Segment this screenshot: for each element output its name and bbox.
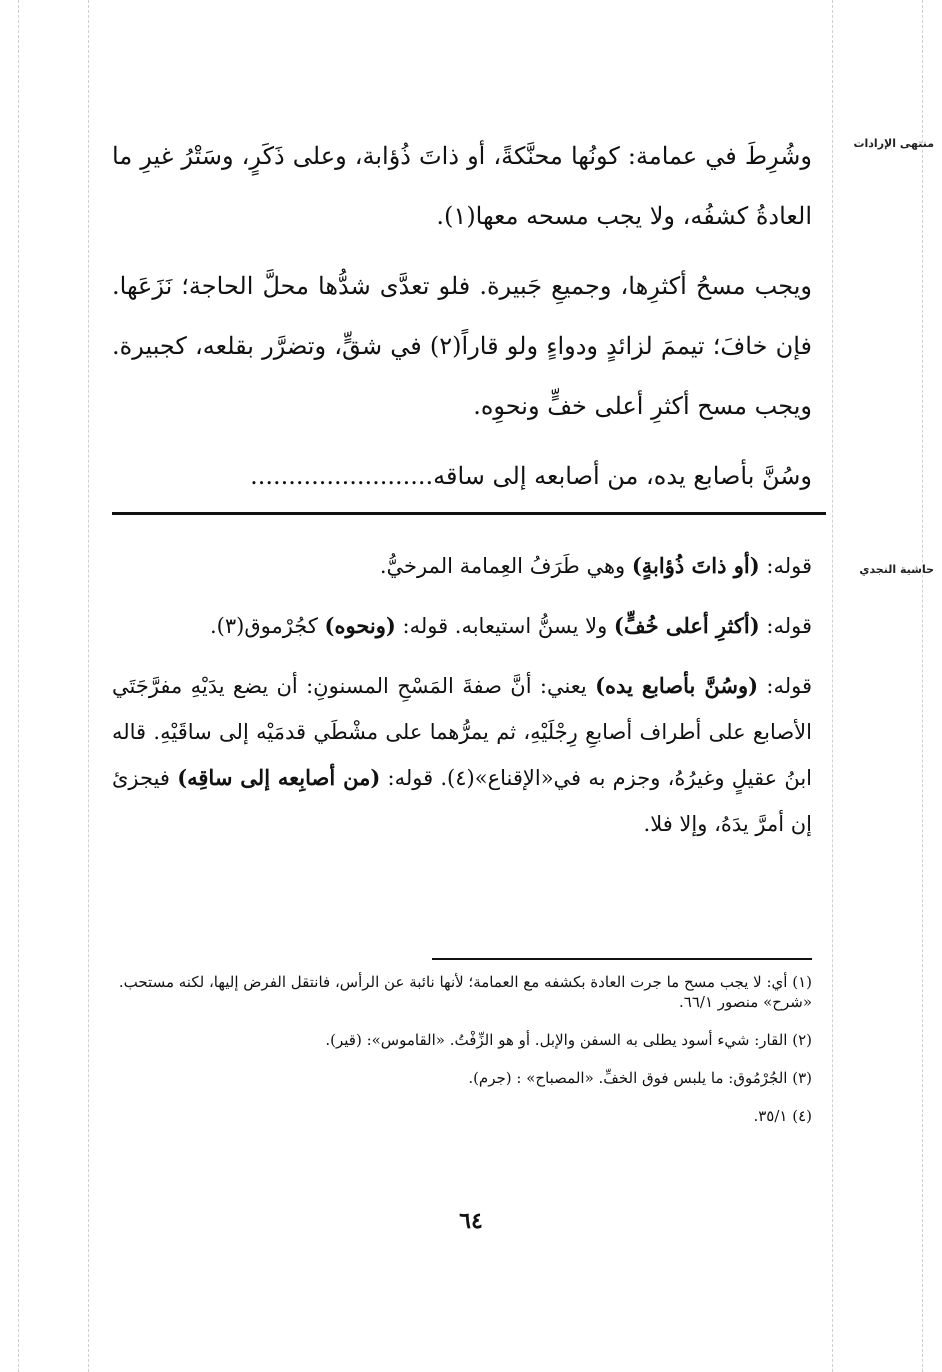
hashiya-paragraph (112, 663, 812, 847)
footnotes (112, 972, 812, 1144)
page-number: ٦٤ (459, 1208, 483, 1234)
margin-guide-line (18, 0, 19, 1372)
footnote: (٣) الجُرْمُوق: ما يلبس فوق الخفِّ. «المصباح» : (جرم). (468, 1069, 812, 1087)
hashiya-text-run: ولا يسنُّ استيعابه. قوله: (395, 614, 614, 638)
hashiya-text-run: قوله: (759, 614, 812, 638)
margin-guide-line (88, 0, 89, 1372)
hashiya-quoted-term: (أكثرِ أعلى خُفٍّ) (613, 613, 760, 638)
section-divider (112, 512, 826, 515)
hashiya-paragraph (112, 543, 812, 589)
footnote: (٤) ٣٥/١. (753, 1107, 812, 1125)
footnote: (١) أي: لا يجب مسح ما جرت العادة بكشفه مع العمامة؛ لأنها نائبة عن الرأس، فانتقل الفرض إليها، لكنه مستحب. «شرح» منصور ٦٦/١. (118, 973, 812, 1011)
hashiya-text-run: يعني: أنَّ صفةَ المَسْحِ المسنونِ: أن يضع يدَيْهِ مفرَّجَتَي الأصابع على أطراف أصابعِ رِجْلَيْهِ، ثم يمرُّهما على مشْطَي قدمَيْه إلى ساقَيْهِ. قاله ابنُ عقيلٍ وغيرُهُ، وجزم به في«الإقناع»(٤). قوله: (112, 674, 813, 790)
hashiya-quoted-term: (أو ذاتَ ذُؤابةٍ) (631, 553, 760, 578)
hashiya-text-run: قوله: (758, 674, 812, 698)
margin-guide-line (832, 0, 833, 1372)
footnote-divider (432, 958, 812, 960)
hashiya-quoted-term: (ونحوه) (324, 613, 396, 638)
margin-guide-line (922, 0, 923, 1372)
hashiya-text-run: كجُرْموق(٣). (209, 614, 325, 638)
hashiya-text-run: قوله: (759, 554, 812, 578)
hashiya-quoted-term: (وسُنَّ بأصابع يده) (595, 673, 759, 698)
hashiya-text-run: فيجزئ إن أمرَّ يدَهُ، وإلا فلا. (112, 766, 812, 836)
footnote: (٢) القار: شيء أسود يطلى به السفن والإبل. أو هو الزِّفْتُ. «القاموس»: (قير). (325, 1031, 812, 1049)
hashiya-text (112, 543, 812, 847)
main-text (112, 126, 812, 506)
hashiya-quoted-term: (من أصابِعه إلى ساقِه) (177, 765, 381, 790)
side-label-hashiya: حاشية النجدي (859, 563, 934, 576)
main-paragraph: وسُنَّ بأصابع يده، من أصابعه إلى ساقه........................ (250, 462, 812, 490)
hashiya-paragraph (112, 603, 812, 649)
main-paragraph: وشُرِطَ في عمامة: كونُها محنَّكةً، أو ذاتَ ذُؤابة، وعلى ذَكَرٍ، وسَتْرُ غيرِ ما العادةُ كشفُه، ولا يجب مسحه معها(١). (112, 142, 812, 230)
main-paragraph: ويجب مسحُ أكثرِها، وجميعِ جَبيرة. فلو تعدَّى شدُّها محلَّ الحاجة؛ نَزَعَها. فإن خافَ؛ تيممَ لزائدٍ ودواءٍ ولو قاراً(٢) في شقٍّ، وتضرَّر بقلعه، كجبيرة. ويجب مسح أكثرِ أعلى خفٍّ ونحوِه. (112, 272, 813, 420)
hashiya-text-run: وهي طَرَفُ العِمامة المرخيُّ. (379, 554, 632, 578)
side-label-main-text: منتهى الإرادات (853, 137, 934, 150)
